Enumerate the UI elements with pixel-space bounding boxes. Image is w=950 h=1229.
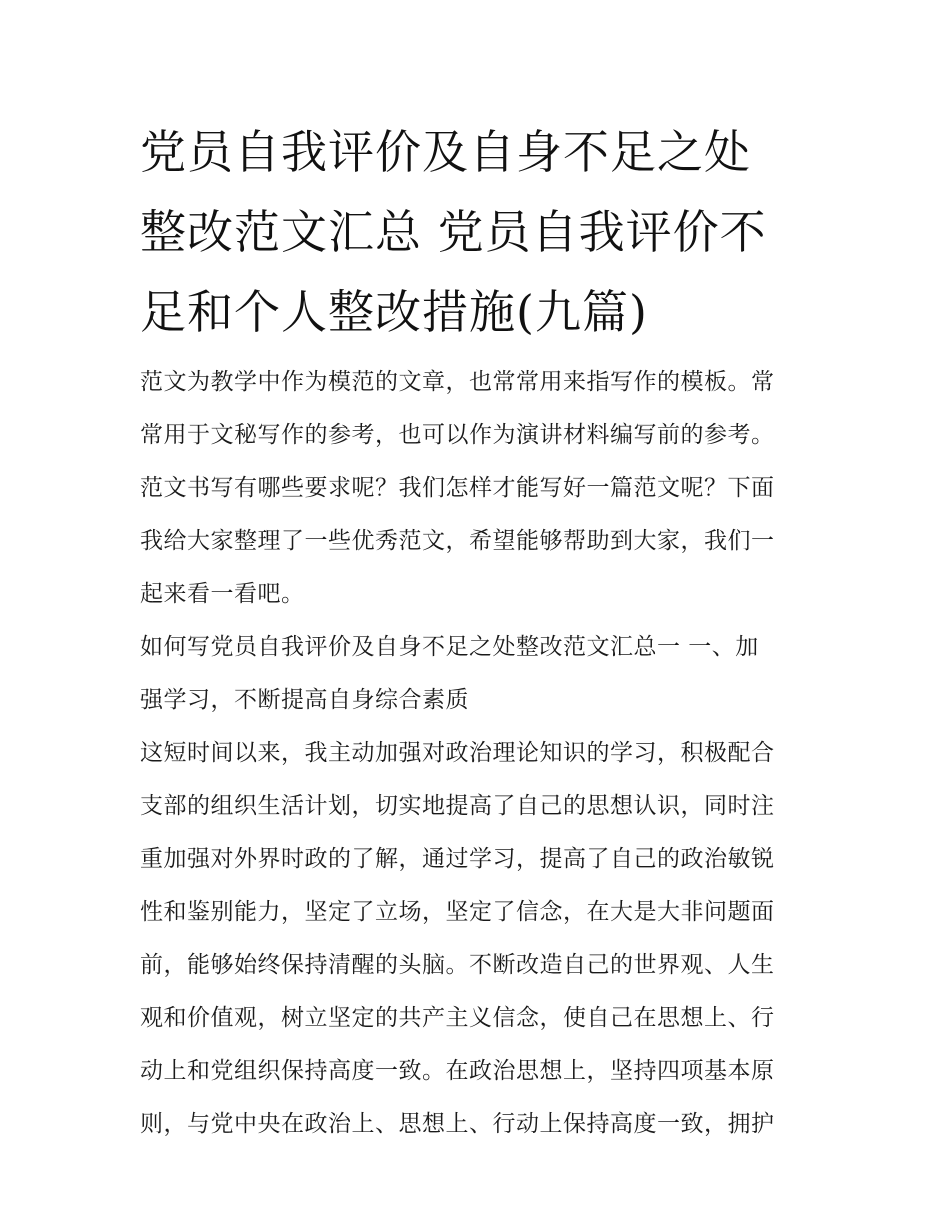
text-line: 常用于文秘写作的参考，也可以作为演讲材料编写前的参考。 (140, 422, 775, 448)
section-heading-paragraph (140, 621, 820, 727)
text-line: 前，能够始终保持清醒的头脑。不断改造自己的世界观、人生 (140, 952, 775, 978)
text-line: 重加强对外界时政的了解，通过学习，提高了自己的政治敏锐 (140, 846, 775, 872)
title-line: 整改范文汇总 党员自我评价不 (140, 205, 767, 259)
text-line: 范文书写有哪些要求呢？我们怎样才能写好一篇范文呢？下面 (140, 475, 775, 501)
document-title (140, 112, 820, 352)
text-line: 性和鉴别能力，坚定了立场，坚定了信念，在大是大非问题面 (140, 899, 775, 925)
text-line: 如何写党员自我评价及自身不足之处整改范文汇总一 一、加 (140, 634, 759, 660)
text-line: 观和价值观，树立坚定的共产主义信念，使自己在思想上、行 (140, 1005, 775, 1031)
document-content (140, 112, 820, 1151)
body-paragraph (140, 727, 820, 1151)
text-line: 范文为教学中作为模范的文章，也常常用来指写作的模板。常 (140, 369, 775, 395)
text-line: 起来看一看吧。 (140, 581, 305, 607)
title-line: 足和个人整改措施(九篇) (140, 285, 648, 339)
text-line: 支部的组织生活计划，切实地提高了自己的思想认识，同时注 (140, 793, 775, 819)
text-line: 我给大家整理了一些优秀范文，希望能够帮助到大家，我们一 (140, 528, 775, 554)
text-line: 则，与党中央在政治上、思想上、行动上保持高度一致，拥护 (140, 1111, 775, 1137)
title-line: 党员自我评价及自身不足之处 (140, 125, 751, 179)
text-line: 动上和党组织保持高度一致。在政治思想上，坚持四项基本原 (140, 1058, 775, 1084)
text-line: 这短时间以来，我主动加强对政治理论知识的学习，积极配合 (140, 740, 775, 766)
text-line: 强学习，不断提高自身综合素质 (140, 687, 469, 713)
intro-paragraph (140, 356, 820, 621)
